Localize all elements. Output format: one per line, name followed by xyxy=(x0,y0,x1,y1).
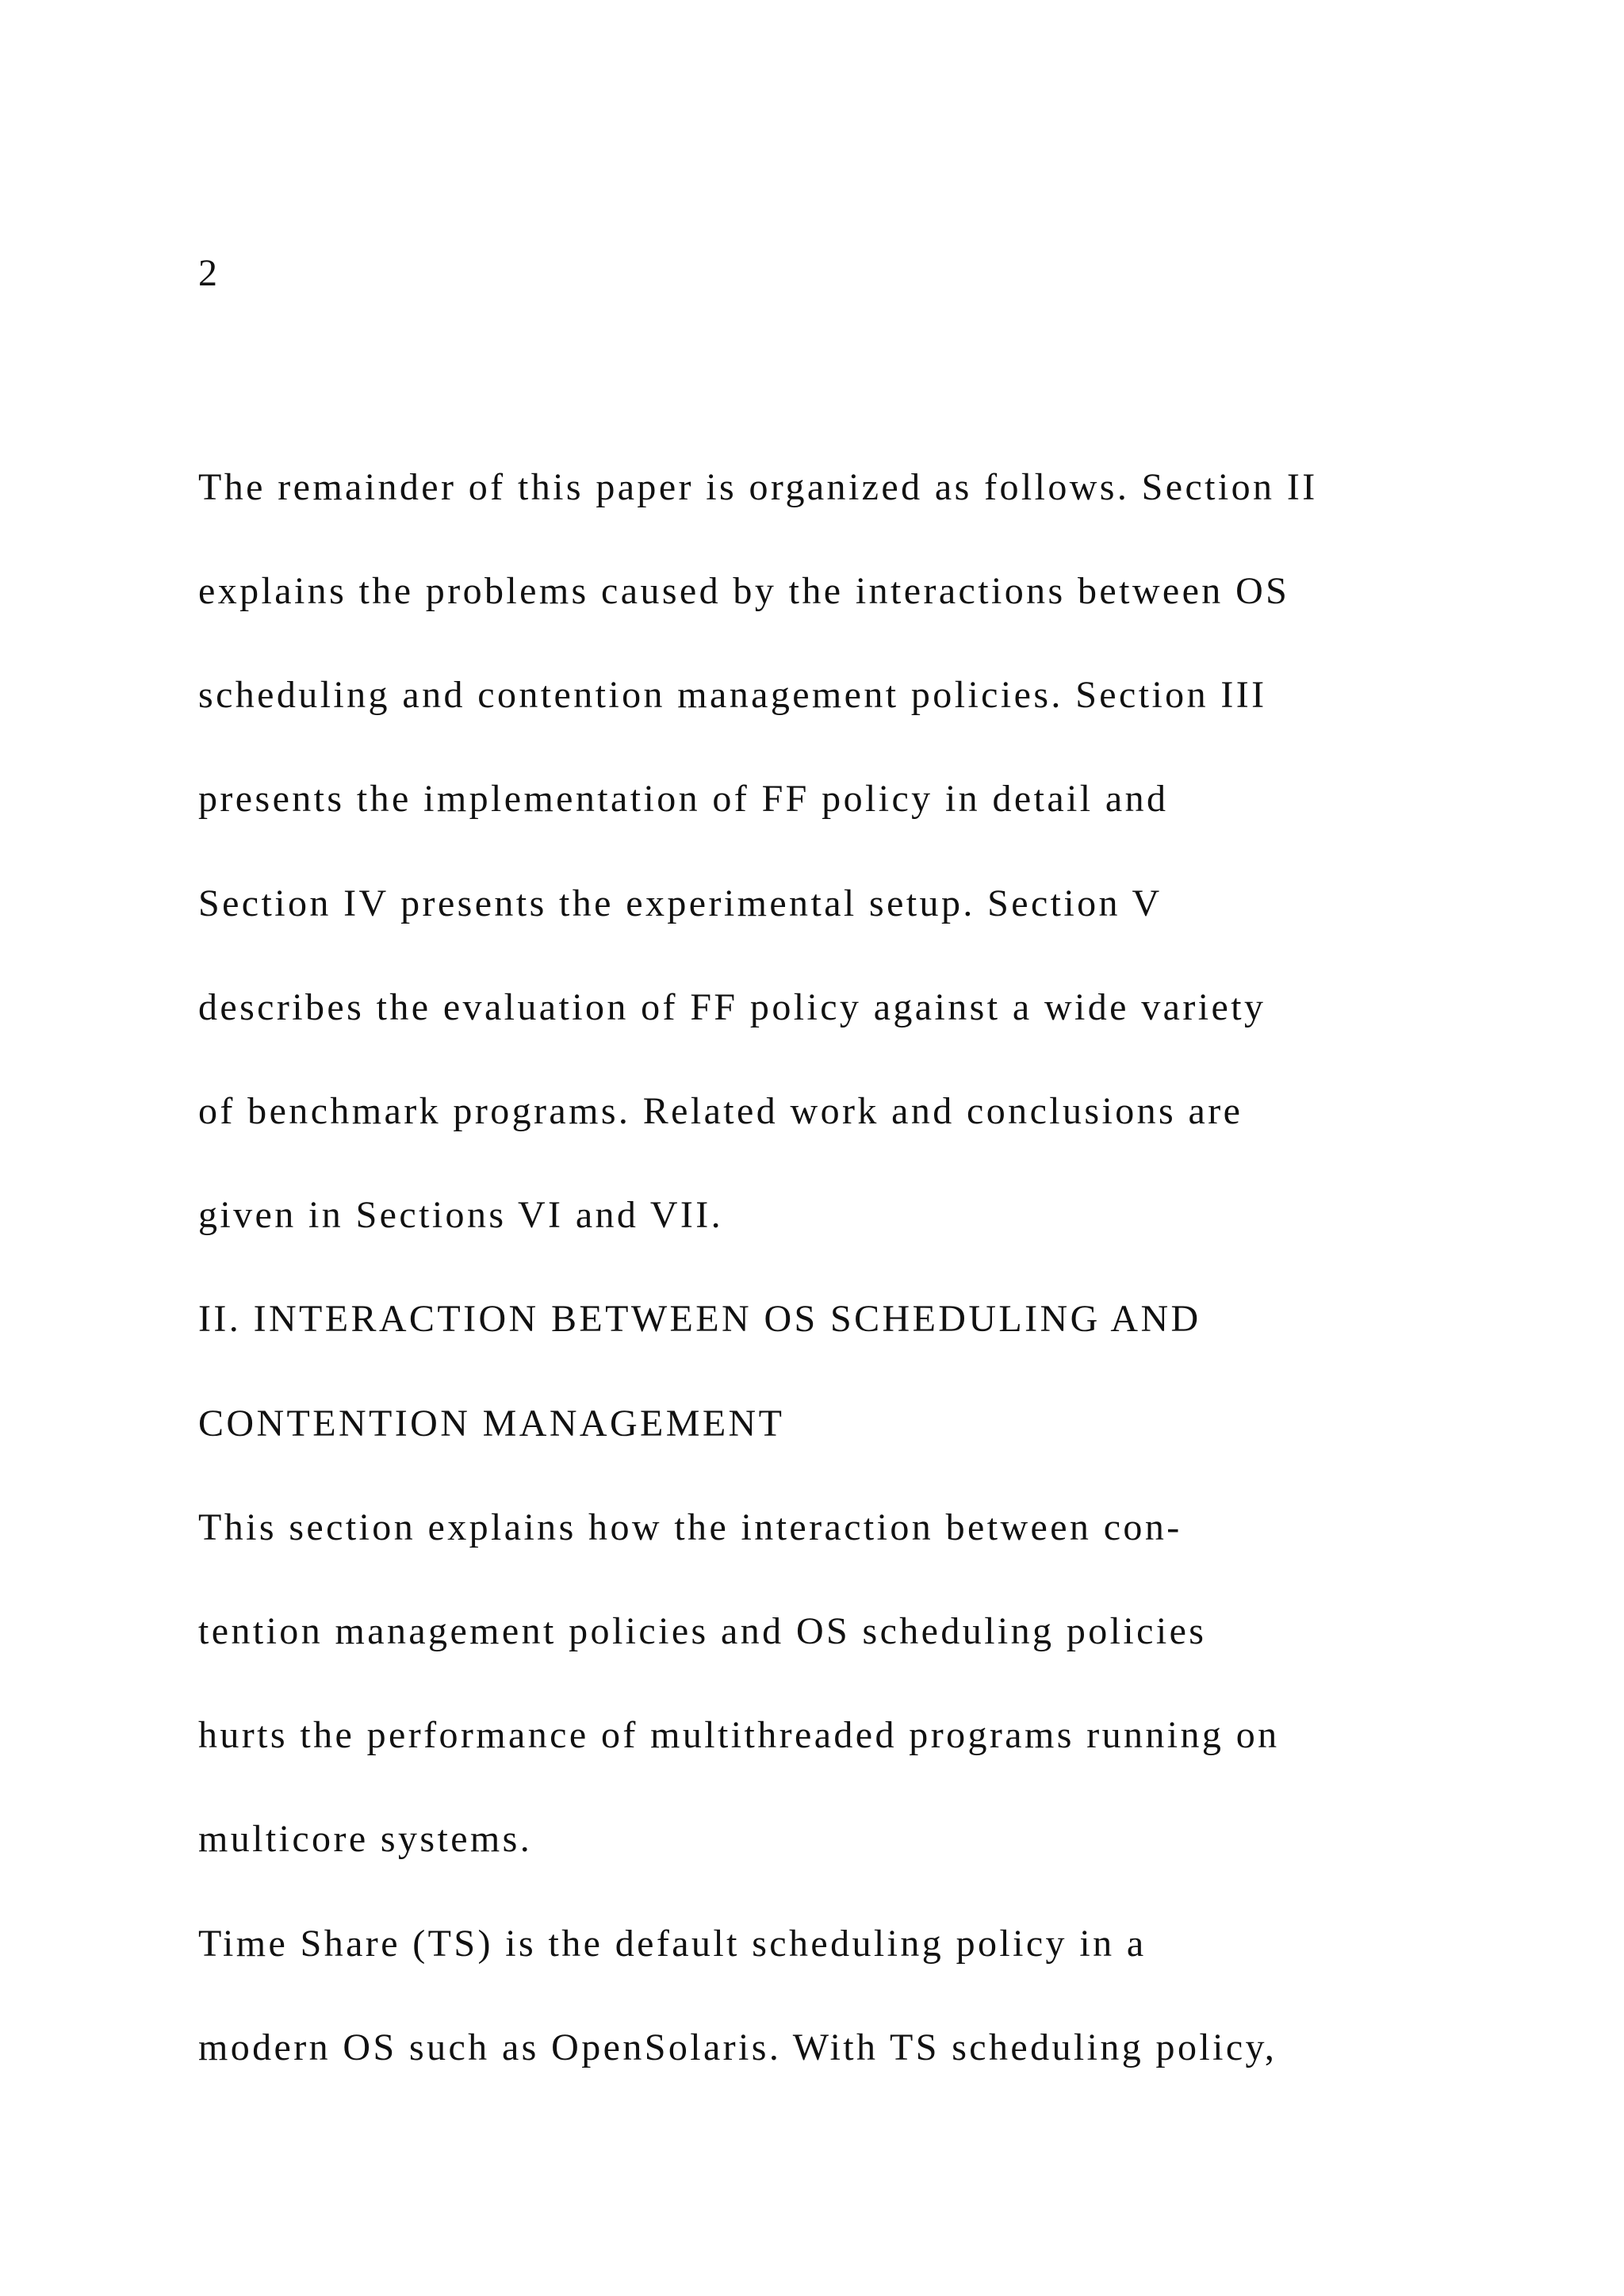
text-line: hurts the performance of multithreaded programs running on xyxy=(198,1714,1280,1756)
section-heading-line: CONTENTION MANAGEMENT xyxy=(198,1402,785,1445)
text-line: modern OS such as OpenSolaris. With TS scheduling policy, xyxy=(198,2026,1277,2068)
text-line: explains the problems caused by the interactions between OS xyxy=(198,570,1290,612)
text-line: given in Sections VI and VII. xyxy=(198,1194,724,1236)
page-number: 2 xyxy=(198,252,218,294)
section-heading-line: II. INTERACTION BETWEEN OS SCHEDULING AND xyxy=(198,1298,1201,1340)
text-line: of benchmark programs. Related work and conclusions are xyxy=(198,1090,1243,1132)
text-line: Section IV presents the experimental setup. Section V xyxy=(198,882,1162,924)
text-line: tention management policies and OS scheduling policies xyxy=(198,1610,1207,1652)
text-line: The remainder of this paper is organized as follows. Section II xyxy=(198,466,1318,508)
text-line: This section explains how the interaction between con- xyxy=(198,1506,1182,1548)
text-line: Time Share (TS) is the default scheduling policy in a xyxy=(198,1923,1147,1965)
text-line: presents the implementation of FF policy in detail and xyxy=(198,778,1169,820)
text-line: scheduling and contention management policies. Section III xyxy=(198,674,1267,716)
text-line: describes the evaluation of FF policy against a wide variety xyxy=(198,986,1266,1028)
text-line: multicore systems. xyxy=(198,1818,533,1860)
